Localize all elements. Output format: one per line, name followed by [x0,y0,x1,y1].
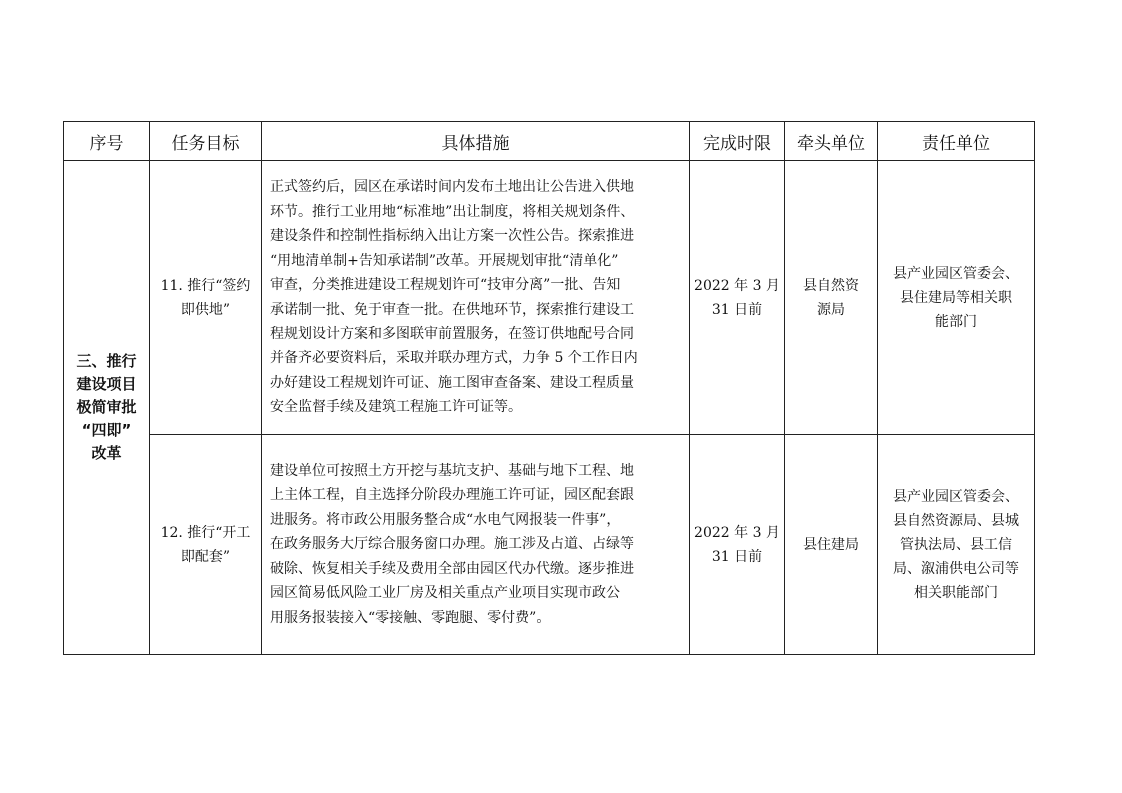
task-lead-unit [785,435,878,655]
responsible-unit-line: 管执法局、县工信 [900,536,1012,553]
measure-line: 上主体工程，自主选择分阶段办理施工许可证，园区配套跟 [270,487,634,504]
responsible-unit-line: 县住建局等相关职 [900,289,1012,306]
deadline-line: 2022 年 3 月 [694,277,780,294]
task-deadline [690,161,785,435]
task-lead-unit [785,161,878,435]
header-target: 任务目标 [150,122,262,161]
task-target-line: 12. 推行“开工 [160,524,251,541]
measure-line: 正式签约后，园区在承诺时间内发布土地出让公告进入供地 [270,179,634,196]
measure-line: 并备齐必要资料后，采取并联办理方式，力争 5 个工作日内 [270,350,638,367]
measure-line: 在政务服务大厅综合服务窗口办理。施工涉及占道、占绿等 [270,536,634,553]
table-row [64,161,1035,435]
task-target-line: 11. 推行“签约 [160,277,251,294]
measure-line: 进服务。将市政公用服务整合成“水电气网报装一件事”， [270,511,621,528]
header-seq: 序号 [64,122,150,161]
responsible-unit-line: 县产业园区管委会、 [893,265,1019,282]
responsible-unit-line: 县产业园区管委会、 [893,488,1019,505]
task-responsible-unit [878,161,1035,435]
group-title-line: 极简审批 [76,398,137,416]
task-measures [262,435,690,655]
measure-line: 用服务报装接入“零接触、零跑腿、零付费”。 [270,609,551,626]
deadline-line: 31 日前 [711,301,763,318]
measure-line: 破除、恢复相关手续及费用全部由园区代办代缴。逐步推进 [270,560,634,577]
responsible-unit-line: 县自然资源局、县城 [893,512,1019,529]
deadline-line: 31 日前 [711,548,763,565]
header-responsible-unit: 责任单位 [878,122,1035,161]
header-measures: 具体措施 [262,122,690,161]
task-target-line: 即配套” [180,548,231,565]
measure-line: 办好建设工程规划许可证、施工图审查备案、建设工程质量 [270,374,634,391]
measure-line: 审查，分类推进建设工程规划许可“技审分离”一批、告知 [270,277,621,294]
task-measures [262,161,690,435]
lead-unit-line: 县自然资 [803,277,859,294]
measure-line: 建设单位可按照土方开挖与基坑支护、基础与地下工程、地 [270,463,634,480]
group-title-line: “四即” [81,421,132,439]
measure-line: 环节。推行工业用地“标准地”出让制度，将相关规划条件、 [270,203,635,220]
task-deadline [690,435,785,655]
header-deadline: 完成时限 [690,122,785,161]
group-title-line: 三、推行 [76,352,137,370]
task-target [150,161,262,435]
measure-line: “用地清单制+告知承诺制”改革。开展规划审批“清单化” [270,252,619,269]
deadline-line: 2022 年 3 月 [694,524,780,541]
group-title-line: 改革 [91,444,122,462]
task-target-line: 即供地” [180,301,231,318]
header-row [64,122,1035,161]
header-lead-unit: 牵头单位 [785,122,878,161]
measure-line: 承诺制一批、免于审查一批。在供地环节，探索推行建设工 [270,301,634,318]
responsible-unit-line: 能部门 [935,313,977,330]
task-target [150,435,262,655]
measure-line: 安全监督手续及建筑工程施工许可证等。 [270,399,522,416]
responsible-unit-line: 相关职能部门 [914,584,998,601]
task-table [63,121,1035,655]
measure-line: 建设条件和控制性指标纳入出让方案一次性公告。探索推进 [270,228,634,245]
group-title [64,161,150,655]
responsible-unit-line: 局、溆浦供电公司等 [893,560,1019,577]
lead-unit-line: 源局 [817,301,845,318]
table-row [64,435,1035,655]
task-responsible-unit [878,435,1035,655]
group-title-line: 建设项目 [76,375,137,393]
measure-line: 园区简易低风险工业厂房及相关重点产业项目实现市政公 [270,585,620,602]
measure-line: 程规划设计方案和多图联审前置服务，在签订供地配号合同 [270,325,634,342]
lead-unit-line: 县住建局 [803,536,859,553]
